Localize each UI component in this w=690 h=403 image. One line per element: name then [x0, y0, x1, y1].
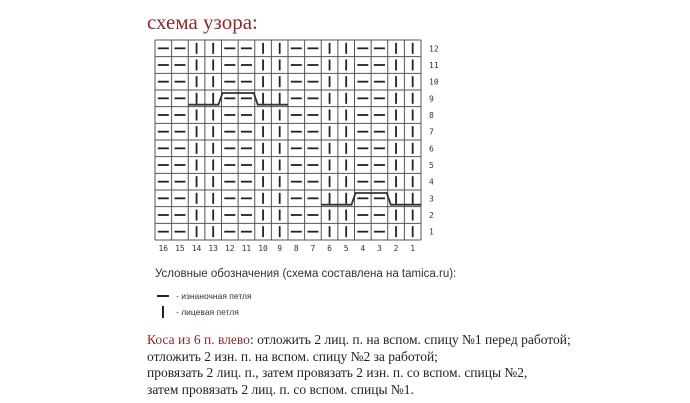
column-label: 2	[393, 244, 399, 253]
purl-symbol-icon	[156, 293, 170, 299]
description-line-1: Коса из 6 п. влево: отложить 2 лиц. п. на вспом. спицу №1 перед работой;	[147, 332, 571, 347]
description-line-3: провязать 2 лиц. п., затем провязать 2 изн. п. со вспом. спицы №2,	[147, 365, 528, 380]
page-title: схема узора:	[147, 10, 258, 34]
column-label: 4	[360, 244, 366, 253]
column-label: 8	[293, 244, 299, 253]
row-label: 12	[429, 44, 439, 54]
description-line-2: отложить 2 изн. п. на вспом. спицу №2 за работой;	[147, 348, 438, 364]
column-label: 12	[224, 244, 235, 253]
column-label: 15	[175, 244, 185, 253]
legend-label-purl: - изнаночная петля	[176, 291, 252, 301]
column-label: 11	[241, 244, 252, 253]
cable-description	[147, 332, 571, 398]
row-label: 7	[429, 127, 434, 137]
column-label: 10	[258, 244, 268, 253]
column-label: 13	[208, 244, 219, 253]
row-label: 11	[429, 61, 439, 70]
row-label: 3	[429, 194, 434, 204]
row-label: 9	[429, 94, 434, 104]
legend-label-knit: - лицевая петля	[176, 307, 239, 317]
column-label: 6	[327, 244, 332, 253]
legend-item-knit	[156, 306, 239, 318]
row-label: 1	[429, 227, 434, 237]
description-heading: Коса из 6 п. влево	[147, 332, 250, 347]
row-label: 2	[429, 211, 434, 220]
row-label: 8	[429, 111, 434, 120]
column-label: 3	[377, 244, 382, 253]
column-label: 7	[310, 244, 316, 253]
column-label: 16	[158, 244, 169, 253]
column-label: 1	[410, 244, 416, 253]
description-line-4: затем провязать 2 лиц. п. со вспом. спицы №1.	[147, 381, 414, 397]
row-label: 6	[429, 144, 434, 154]
knit-symbol-icon	[156, 306, 170, 318]
row-label: 5	[429, 161, 434, 170]
legend-item-purl	[156, 291, 252, 301]
legend-title: Условные обозначения (схема составлена на tamica.ru):	[155, 268, 457, 280]
row-label: 4	[429, 177, 434, 187]
column-label: 5	[343, 244, 349, 253]
column-label: 14	[191, 244, 202, 253]
column-label: 9	[277, 244, 283, 253]
row-label: 10	[429, 77, 439, 87]
